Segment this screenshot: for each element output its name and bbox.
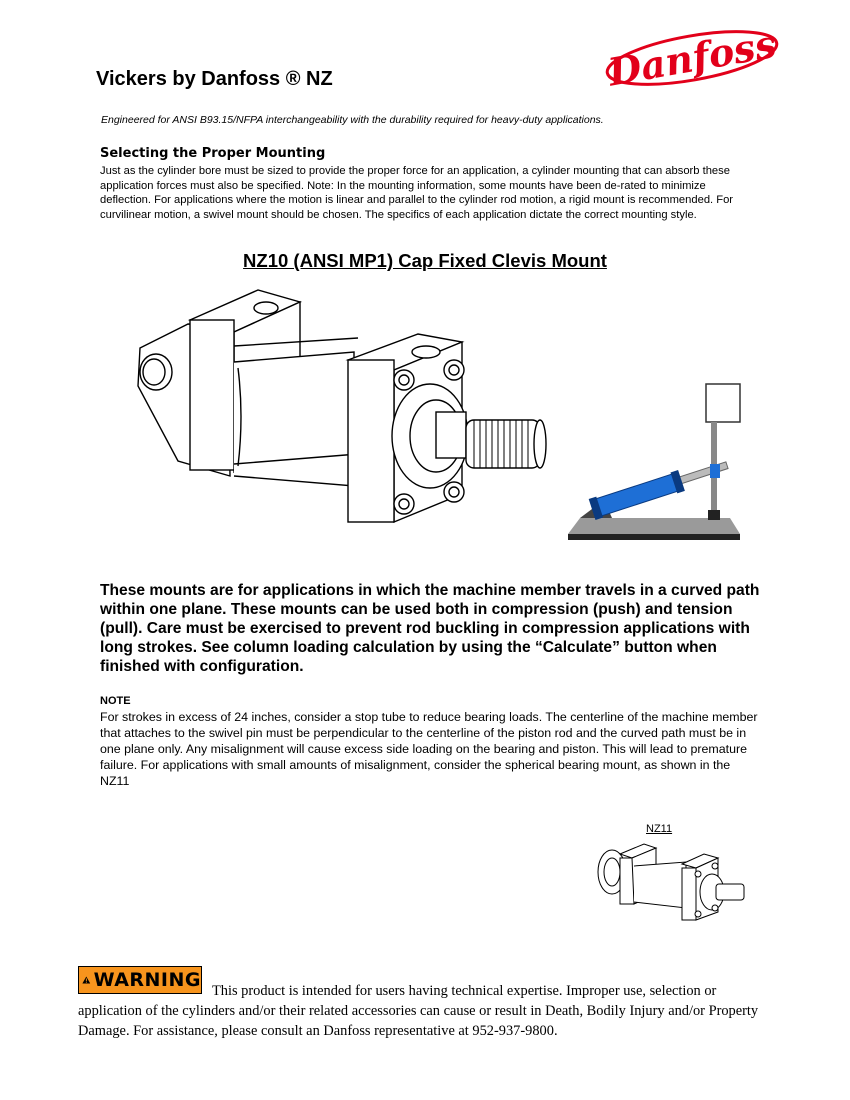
logo-text: Danfoss [604,20,780,95]
danfoss-logo [592,18,784,98]
note-label: NOTE [100,695,131,707]
mount-title: NZ10 (ANSI MP1) Cap Fixed Clevis Mount [243,250,607,271]
header-title: Vickers by Danfoss ® NZ [96,68,333,90]
application-diagram [560,378,750,546]
section-heading: Selecting the Proper Mounting [100,146,326,161]
note-body: For strokes in excess of 24 inches, consider a stop tube to reduce bearing loads. The centerline of the machine member that attaches to the swivel pin must be perpendicular to the centerline of the piston rod and the curved path must be in one plane only. Any misalignment will cause excess side loading on the bearing and piston. This will lead to premature failure. For applications with small amounts of misalignment, consider the spherical bearing mount, as shown in the NZ11 [100,710,758,788]
nz11-cylinder-drawing[interactable] [594,836,750,926]
cylinder-clevis-drawing [118,286,558,544]
section-body: Just as the cylinder bore must be sized to provide the proper force for an application, a cylinder mounting that can absorb these application forces must also be specified. Note: In the mounting information, some mounts have been de-rated to minimize deflection. For applications where the motion is linear and parallel to the cylinder rod motion, a rigid mount is recommended. For curvilinear motion, a swivel mount should be chosen. The specifics of each application dictate the correct mounting style. [100,165,734,221]
warning-badge [78,966,202,994]
tagline: Engineered for ANSI B93.15/NFPA interchangeability with the durability required for heavy-duty applications. [101,114,604,126]
mount-description: These mounts are for applications in which the machine member travels in a curved path within one plane. These mounts can be used both in compression (push) and tension (pull). Care must be exercised to prevent rod buckling in compression applications with long strokes. See column loading calculation by using the “Calculate” button when finished with configuration. [100,582,760,675]
nz11-link[interactable]: NZ11 [646,823,673,835]
warning-badge-label: WARNING [93,969,201,991]
warning-text: This product is intended for users having technical expertise. Improper use, selection or application of the cylinders and/or their related accessories can cause or result in Death, Bodily Injury and/or Property Damage. For assistance, please consult an Danfoss representative at 952-937-9800. [78,983,759,1039]
warning-triangle-icon [82,970,91,990]
